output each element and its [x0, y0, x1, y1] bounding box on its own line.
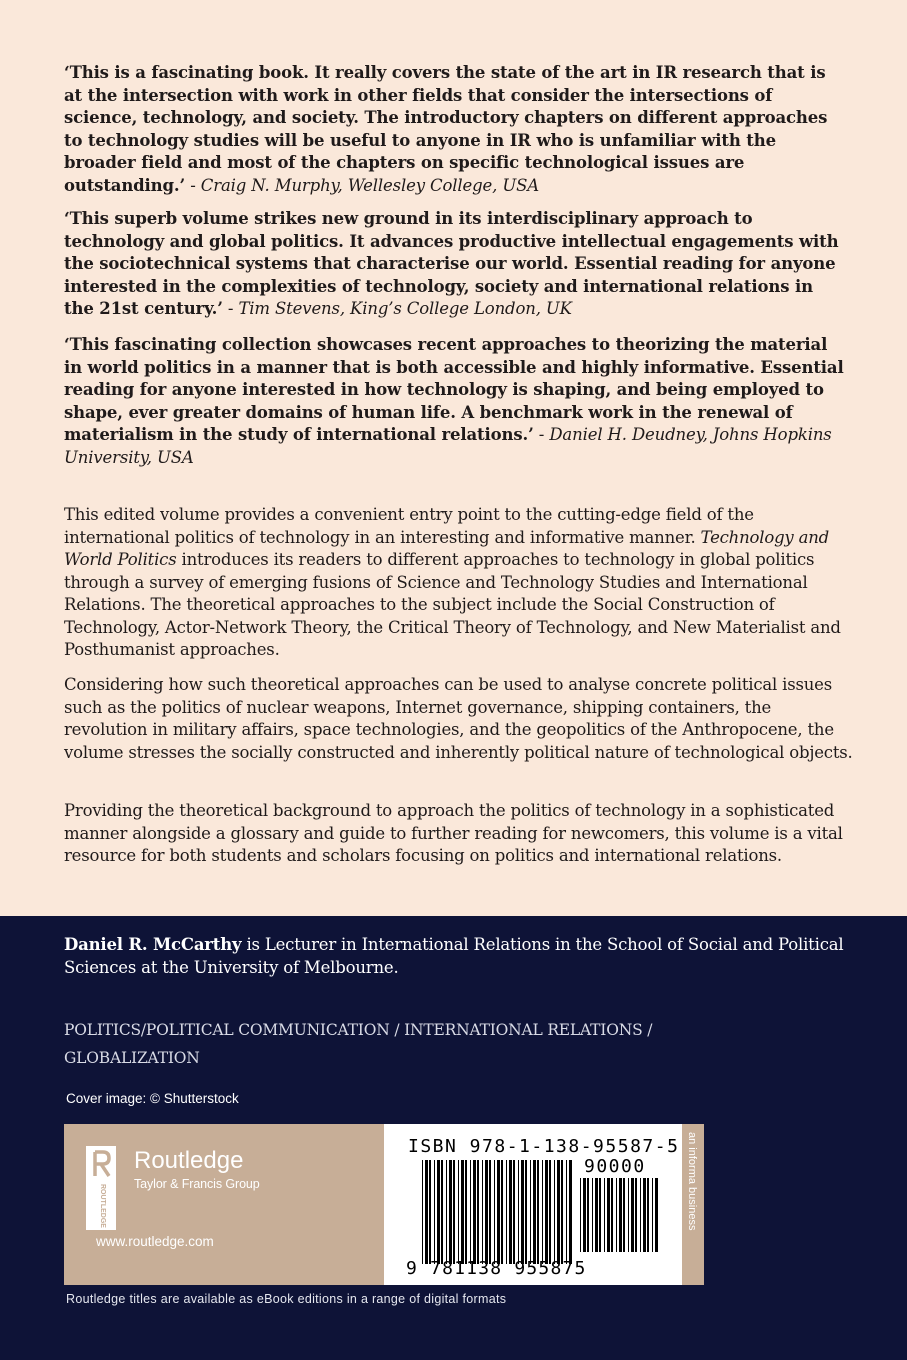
- price-code: 90000: [584, 1156, 646, 1177]
- barcode-bar: [580, 1178, 581, 1252]
- isbn-barcode: [384, 1124, 682, 1285]
- quote-text: ‘This fascinating collection showcases recent approaches to theorizing the material in world politics in a manner that is both accessible and highly informative. Essential reading for anyone interested in how technology is shaping, and being employed to shape, ever greater domains of human life. A benchmark work in the renewal of materialism in the study of international relations.’: [64, 335, 844, 444]
- description-paragraph-2: Considering how such theoretical approaches can be used to analyse concrete political issues such as the politics of nuclear weapons, Internet governance, shipping containers, the revolution in military affairs, space technologies, and the geopolitics of the Anthropocene, the volume stresses the socially constructed and inherently political nature of technological objects.: [64, 675, 853, 762]
- barcode-bar: [489, 1160, 491, 1264]
- barcode-bar: [647, 1178, 649, 1252]
- barcode-bar: [494, 1160, 495, 1264]
- endorsement-quote-2: ‘This superb volume strikes new ground in its interdisciplinary approach to technology and global politics. It advances productive intellectual engagements with the sociotechnical systems that characterise our world. Essential reading for anyone interested in the complexities of technology, society and international relations in the 21st century.’ - Tim Stevens, King’s College London, UK: [64, 209, 839, 318]
- author-bio: Daniel R. McCarthy is Lecturer in International Relations in the School of Social and Political Sciences at the University of Melbourne.: [64, 935, 844, 977]
- description-paragraph-3: Providing the theoretical background to approach the politics of technology in a sophisticated manner alongside a glossary and guide to further reading for newcomers, this volume is a vital resource for both students and scholars focusing on politics and international relations.: [64, 801, 843, 865]
- publisher-panel: [64, 1124, 704, 1285]
- barcode-bar: [437, 1160, 440, 1264]
- barcode-bar: [533, 1160, 536, 1264]
- barcode-bar: [449, 1160, 452, 1264]
- barcode-bar: [465, 1160, 467, 1264]
- subject-categories: POLITICS/POLITICAL COMMUNICATION / INTERNATIONAL RELATIONS / GLOBALIZATION: [64, 1021, 653, 1067]
- barcode-bar: [458, 1160, 459, 1264]
- barcode-bar: [506, 1160, 507, 1264]
- barcode-bar: [446, 1160, 447, 1264]
- barcode-bar: [587, 1178, 589, 1252]
- endorsement-quote-1: ‘This is a fascinating book. It really covers the state of the art in IR research that is at the intersection with work in other fields that consider the intersections of science, technology, and society. The introductory chapters on different approaches to technology studies will be useful to anyone in IR who is unfamiliar with the broader field and most of the chapters on specific technological issues are outstanding.’ - Craig N. Murphy, Wellesley College, USA: [64, 63, 828, 195]
- quote-text: ‘This superb volume strikes new ground in its interdisciplinary approach to technology and global politics. It advances productive intellectual engagements with the sociotechnical systems that characterise our world. Essential reading for anyone interested in the complexities of technology, society and international relations in the 21st century.’: [64, 209, 839, 318]
- barcode-bar: [485, 1160, 488, 1264]
- barcode-bar: [569, 1160, 572, 1264]
- barcode-bar: [611, 1178, 613, 1252]
- barcode-bar: [549, 1160, 551, 1264]
- endorsement-quote-3: ‘This fascinating collection showcases recent approaches to theorizing the material in world politics in a manner that is both accessible and highly informative. Essential reading for anyone interested in how technology is shaping, and being employed to shape, ever greater domains of human life. A benchmark work in the renewal of materialism in the study of international relations.’ - Daniel H. Deudney, Johns Hopkins University, USA: [64, 335, 844, 467]
- description-paragraph-1: This edited volume provides a convenient entry point to the cutting-edge field of the international politics of technology in an interesting and informative manner. Technology and World Politics introduces its readers to different approaches to technology in global politics through a survey of emerging fusions of Science and Technology Studies and International Relations. The theoretical approaches to the subject include the Social Construction of Technology, Actor-Network Theory, the Critical Theory of Technology, and New Materialist and Posthumanist approaches.: [64, 505, 841, 659]
- barcode-bar: [497, 1160, 500, 1264]
- barcode-bar: [521, 1160, 524, 1264]
- routledge-logo-icon: [86, 1146, 116, 1230]
- ean-digits: 9 781138 955875: [406, 1258, 587, 1279]
- barcode-bar: [470, 1160, 471, 1264]
- ebook-note: Routledge titles are available as eBook editions in a range of digital formats: [66, 1292, 507, 1306]
- barcode-bar: [557, 1160, 560, 1264]
- barcode-bar: [482, 1160, 483, 1264]
- svg-text:ROUTLEDGE: ROUTLEDGE: [99, 1184, 106, 1228]
- barcode-bar: [530, 1160, 531, 1264]
- barcode-bar: [628, 1178, 629, 1252]
- author-name: Daniel R. McCarthy: [64, 935, 242, 954]
- barcode-bar: [453, 1160, 455, 1264]
- barcode-bar: [561, 1160, 563, 1264]
- barcode-bar: [509, 1160, 512, 1264]
- barcode-bar: [429, 1160, 431, 1264]
- cover-image-credit: Cover image: © Shutterstock: [66, 1091, 239, 1106]
- barcode-bar: [583, 1178, 586, 1252]
- barcode-bar: [623, 1178, 625, 1252]
- publisher-name-block: [134, 1147, 260, 1193]
- barcode-bar: [501, 1160, 503, 1264]
- barcode-bar: [619, 1178, 622, 1252]
- barcode-bar: [599, 1178, 601, 1252]
- publisher-name: Routledge: [134, 1147, 244, 1174]
- barcode-bar: [513, 1160, 515, 1264]
- quote-text: ‘This is a fascinating book. It really covers the state of the art in IR research that is at the intersection with work in other fields that consider the intersections of science, technology, and society. The introductory chapters on different approaches to technology studies will be useful to anyone in IR who is unfamiliar with the broader field and most of the chapters on specific technological issues are outstanding.’: [64, 63, 828, 195]
- barcode-bar: [477, 1160, 479, 1264]
- isbn-number: ISBN 978-1-138-95587-5: [408, 1136, 680, 1157]
- informa-strip: [682, 1124, 704, 1285]
- barcode-bar: [655, 1178, 658, 1252]
- publisher-group: Taylor & Francis Group: [134, 1177, 260, 1191]
- barcode-bar: [616, 1178, 617, 1252]
- barcode-bar: [537, 1160, 539, 1264]
- back-cover-lower: [0, 916, 907, 1360]
- barcode-bar: [425, 1160, 428, 1264]
- barcode-bar: [592, 1178, 593, 1252]
- barcode-bar: [518, 1160, 519, 1264]
- barcode-bar: [607, 1178, 610, 1252]
- barcode-bar: [652, 1178, 653, 1252]
- barcode-bar: [631, 1178, 634, 1252]
- barcode-bar: [525, 1160, 527, 1264]
- publisher-website: www.routledge.com: [96, 1234, 214, 1249]
- barcode-bar: [434, 1160, 435, 1264]
- barcode-bar: [643, 1178, 646, 1252]
- barcode-bar: [473, 1160, 476, 1264]
- barcode-bar: [566, 1160, 567, 1264]
- book-title: Technology and World Politics: [64, 527, 830, 569]
- quote-attribution: Daniel H. Deudney, Johns Hopkins University, USA: [64, 425, 832, 467]
- barcode-bar: [545, 1160, 548, 1264]
- barcode-bar: [635, 1178, 637, 1252]
- informa-text: an informa business: [686, 1132, 698, 1231]
- barcode-bar: [554, 1160, 555, 1264]
- barcode-bar: [604, 1178, 605, 1252]
- quote-attribution: Tim Stevens, King’s College London, UK: [238, 299, 572, 318]
- barcode-bar: [595, 1178, 598, 1252]
- barcode-bar: [461, 1160, 464, 1264]
- barcode-bar: [640, 1178, 641, 1252]
- quote-attribution: Craig N. Murphy, Wellesley College, USA: [200, 175, 540, 195]
- barcode-bar: [542, 1160, 543, 1264]
- barcode-bar: [441, 1160, 443, 1264]
- barcode-bar: [422, 1160, 423, 1264]
